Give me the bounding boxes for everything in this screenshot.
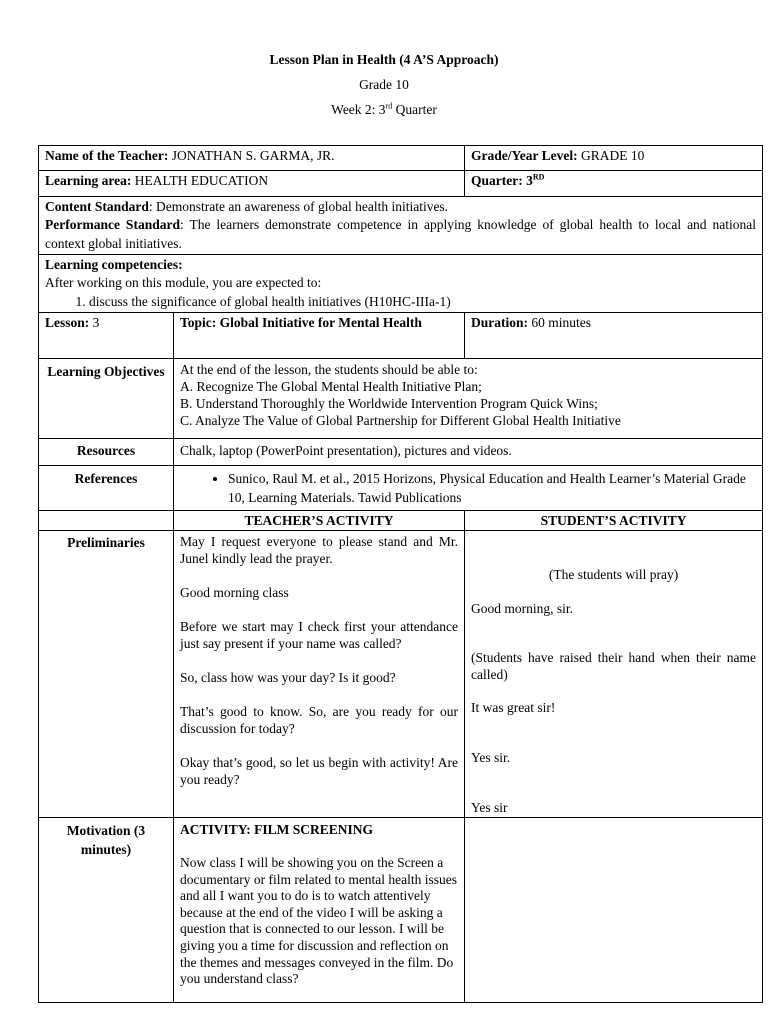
motivation-student-cell: [465, 818, 763, 1003]
objectives-label: Learning Objectives: [39, 359, 174, 439]
document-title: Lesson Plan in Health (4 A’S Approach): [269, 52, 499, 67]
teacher-activity-header: TEACHER’S ACTIVITY: [174, 511, 465, 531]
competency-item: 1. discuss the significance of global health initiatives (H10HC-IIIa-1): [89, 293, 756, 310]
grade-level-cell: Grade/Year Level: GRADE 10: [465, 146, 763, 171]
topic-cell: Topic: Global Initiative for Mental Health: [174, 313, 465, 359]
resources-label: Resources: [39, 439, 174, 466]
preliminaries-teacher-cell: May I request everyone to please stand and Mr. Junel kindly lead the prayer. Good morning class Before we start may I check first your attendance just say present if your name was called? So, class how was your day? Is it good? That’s good to know. So, are you ready for our discussion for today? Okay that’s good, so let us begin with activity! Are you ready?: [174, 531, 465, 818]
student-activity-header: STUDENT’S ACTIVITY: [465, 511, 763, 531]
objectives-cell: At the end of the lesson, the students should be able to: A. Recognize The Global Mental Health Initiative Plan; B. Understand Thoroughly the Worldwide Intervention Program Quick Wins; C. Analyze The Value of Global Partnership for Different Global Health Initiative: [174, 359, 763, 439]
references-cell: [174, 466, 763, 511]
standards-cell: Content Standard: Demonstrate an awareness of global health initiatives. Performance Standard: The learners demonstrate competence in applying knowledge of global health to local and national context global initiatives.: [39, 197, 763, 255]
objective-item: C. Analyze The Value of Global Partnership for Different Global Health Initiative: [180, 413, 621, 428]
grade-line: Grade 10: [359, 77, 409, 92]
objective-item: B. Understand Thoroughly the Worldwide Intervention Program Quick Wins;: [180, 396, 598, 411]
duration-cell: Duration: 60 minutes: [465, 313, 763, 359]
preliminaries-student-cell: (The students will pray) Good morning, sir. (Students have raised their hand when their name called) It was great sir! Yes sir. Yes sir: [465, 531, 763, 818]
reference-item: • Sunico, Raul M. et al., 2015 Horizons, Physical Education and Health Learner’s Material Grade 10, Learning Materials. Tawid Publications: [228, 469, 756, 507]
objective-item: A. Recognize The Global Mental Health Initiative Plan;: [180, 379, 482, 394]
learning-area-cell: Learning area: HEALTH EDUCATION: [39, 171, 465, 197]
lesson-number-cell: Lesson: 3: [39, 313, 174, 359]
references-label: References: [39, 466, 174, 511]
lesson-plan-table: [38, 145, 763, 1003]
blank-header-cell: [39, 511, 174, 531]
resources-value: Chalk, laptop (PowerPoint presentation), pictures and videos.: [174, 439, 763, 466]
motivation-teacher-cell: ACTIVITY: FILM SCREENING Now class I will be showing you on the Screen a documentary or film related to mental health issues and all I want you to do is to watch attentively because at the end of the video I will be asking a question that is connected to our lesson. I will be giving you a time for discussion and reflection on the themes and messages conveyed in the film. Do you understand class?: [174, 818, 465, 1003]
motivation-label: Motivation (3 minutes): [39, 818, 174, 1003]
quarter-cell: Quarter: 3RD: [465, 171, 763, 197]
preliminaries-label: Preliminaries: [39, 531, 174, 818]
competencies-cell: Learning competencies: After working on this module, you are expected to: 1. discuss the significance of global health initiatives (H10HC-IIIa-1): [39, 255, 763, 313]
week-line: Week 2: 3rd Quarter: [331, 101, 437, 117]
teacher-name-cell: Name of the Teacher: JONATHAN S. GARMA, JR.: [39, 146, 465, 171]
